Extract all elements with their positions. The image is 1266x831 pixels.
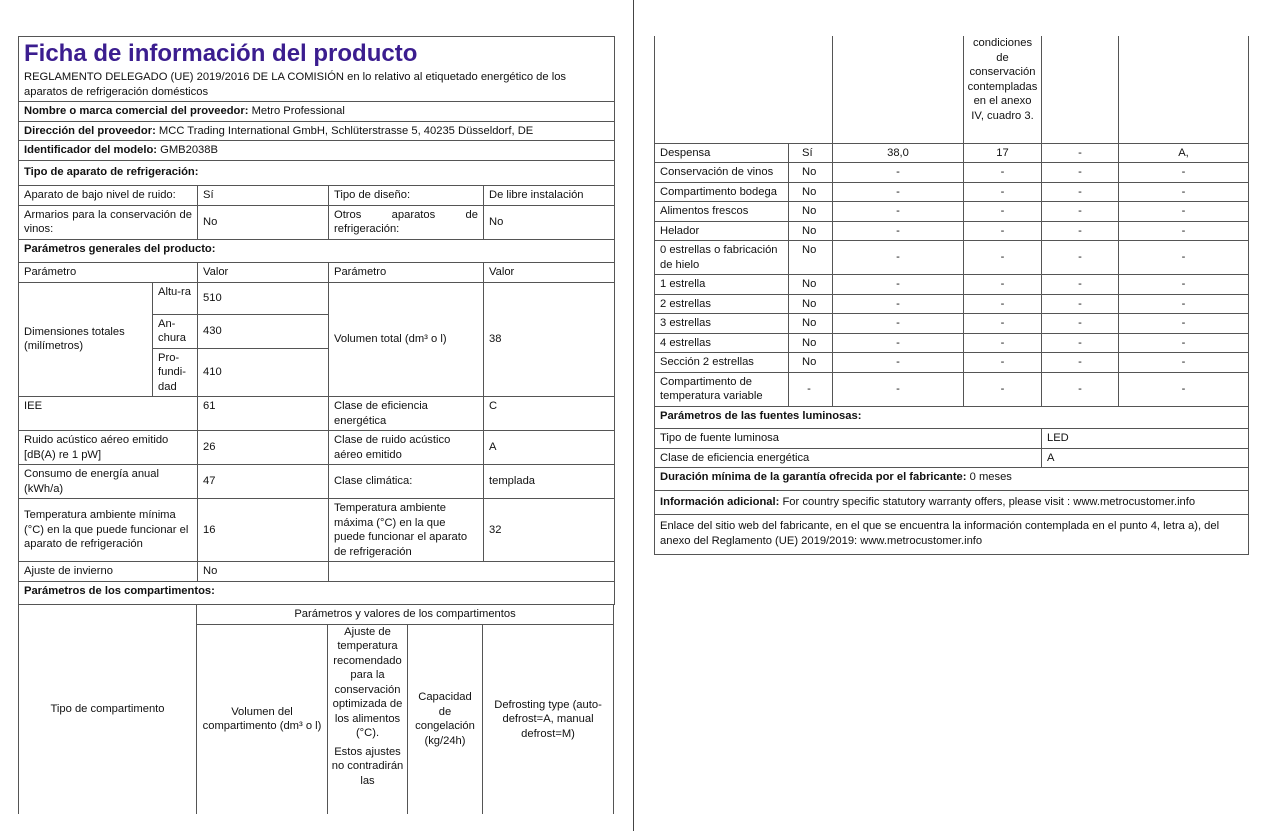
compartment-present: Sí: [789, 143, 833, 163]
compartment-defrost: -: [1119, 275, 1249, 295]
compartment-freezing: -: [1042, 202, 1119, 222]
light-class-value: A: [1042, 448, 1249, 468]
compartment-name: 3 estrellas: [655, 314, 789, 334]
other-appliance-value: No: [484, 205, 615, 239]
compartment-freezing: -: [1042, 182, 1119, 202]
volume-col-header: Volumen del compartimento (dm³ o l): [197, 624, 328, 814]
compartment-volume: -: [833, 353, 964, 373]
compartment-freezing: -: [1042, 143, 1119, 163]
height-value: 510: [198, 282, 329, 314]
continuation-empty-4: [1119, 36, 1249, 143]
compartment-present: -: [789, 372, 833, 406]
compartment-row: [655, 221, 1249, 241]
compartment-volume: -: [833, 221, 964, 241]
address-value: MCC Trading International GmbH, Schlüterstrasse 5, 40235 Düsseldorf, DE: [158, 124, 534, 137]
compartment-present: No: [789, 182, 833, 202]
compartment-present: No: [789, 221, 833, 241]
low-noise-label: Aparato de bajo nivel de ruido:: [19, 186, 198, 206]
left-page: [18, 36, 614, 814]
dimensions-label: Dimensiones totales (milímetros): [19, 282, 153, 397]
low-noise-value: Sí: [198, 186, 329, 206]
climate-label: Clase climática:: [329, 465, 484, 499]
winter-value: No: [198, 562, 329, 582]
compartment-volume: -: [833, 202, 964, 222]
winter-empty: [329, 562, 615, 582]
compartment-temperature: -: [964, 294, 1042, 314]
regulation-text: REGLAMENTO DELEGADO (UE) 2019/2016 DE LA COMISIÓN en lo relativo al etiquetado energético de los aparatos de refrigeración domésticos: [24, 71, 567, 98]
compartment-type-header: Tipo de compartimento: [19, 605, 197, 815]
compartment-present: No: [789, 241, 833, 275]
temperature-col-text-2: Estos ajustes no contradirán las: [331, 745, 404, 787]
height-label: Altu-ra: [153, 282, 198, 314]
warranty-label: Duración mínima de la garantía ofrecida por el fabricante:: [660, 471, 967, 483]
light-source-heading: Parámetros de las fuentes luminosas:: [655, 406, 1249, 429]
compartment-temperature: -: [964, 333, 1042, 353]
compartment-name: Alimentos frescos: [655, 202, 789, 222]
noise-class-label: Clase de ruido acústico aéreo emitido: [329, 431, 484, 465]
temperature-col-text-1: Ajuste de temperatura recomendado para la conservación optimizada de los alimentos (°C).: [332, 625, 403, 739]
noise-value: 26: [198, 431, 329, 465]
wine-value: No: [198, 205, 329, 239]
compartment-row: [655, 333, 1249, 353]
compartment-volume: -: [833, 294, 964, 314]
compartment-volume: -: [833, 163, 964, 183]
address-row: Dirección del proveedor: MCC Trading International GmbH, Schlüterstrasse 5, 40235 Düsseldorf, DE: [19, 121, 615, 141]
additional-info-row: [655, 490, 1249, 515]
compartment-temperature: -: [964, 372, 1042, 406]
efficiency-class-value: C: [484, 397, 615, 431]
compartment-defrost: -: [1119, 333, 1249, 353]
compartment-temperature: -: [964, 353, 1042, 373]
max-temp-label: Temperatura ambiente máxima (°C) en la que puede funcionar el aparato de refrigeración: [329, 499, 484, 562]
compartment-temperature: -: [964, 221, 1042, 241]
compartment-freezing: -: [1042, 372, 1119, 406]
volume-value: 38: [484, 282, 615, 397]
compartment-name: 4 estrellas: [655, 333, 789, 353]
warranty-row: [655, 468, 1249, 491]
model-value: GMB2038B: [160, 144, 218, 156]
compartment-freezing: -: [1042, 241, 1119, 275]
compartment-freezing: -: [1042, 163, 1119, 183]
compartment-name: Sección 2 estrellas: [655, 353, 789, 373]
temperature-col-continued: condiciones de conservación contempladas en el anexo IV, cuadro 3.: [964, 36, 1042, 143]
depth-value: 410: [198, 348, 329, 397]
compartment-temperature: -: [964, 275, 1042, 295]
iee-label: IEE: [19, 397, 198, 431]
compartment-temperature: 17: [964, 143, 1042, 163]
compartment-name: Helador: [655, 221, 789, 241]
compartment-temperature: -: [964, 163, 1042, 183]
compartment-freezing: -: [1042, 314, 1119, 334]
min-temp-value: 16: [198, 499, 329, 562]
compartment-defrost: -: [1119, 353, 1249, 373]
climate-value: templada: [484, 465, 615, 499]
info-sheet-table: [18, 36, 615, 605]
compartment-defrost: -: [1119, 372, 1249, 406]
compartment-volume: 38,0: [833, 143, 964, 163]
light-type-value: LED: [1042, 429, 1249, 449]
compartment-defrost: -: [1119, 182, 1249, 202]
compartment-present: No: [789, 294, 833, 314]
brand-row: Nombre o marca comercial del proveedor: Metro Professional: [19, 102, 615, 122]
noise-label: Ruido acústico aéreo emitido [dB(A) re 1 pW]: [19, 431, 198, 465]
continuation-empty-3: [1042, 36, 1119, 143]
max-temp-value: 32: [484, 499, 615, 562]
defrost-col-header: Defrosting type (auto-defrost=A, manual defrost=M): [483, 624, 614, 814]
col-value-header: Valor: [198, 263, 329, 283]
noise-class-value: A: [484, 431, 615, 465]
compartment-present: No: [789, 333, 833, 353]
compartment-row: [655, 294, 1249, 314]
manufacturer-link-row: [655, 515, 1249, 555]
compartments-heading: Parámetros de los compartimentos:: [19, 581, 615, 605]
continuation-empty-2: [833, 36, 964, 143]
freezing-col-header: Capacidad de congelación (kg/24h): [408, 624, 483, 814]
header-cell: [19, 37, 615, 102]
compartment-row: [655, 314, 1249, 334]
compartment-name: Compartimento de temperatura variable: [655, 372, 789, 406]
right-page: [654, 36, 1248, 555]
compartment-group-header: Parámetros y valores de los compartimentos: [197, 605, 614, 625]
brand-value: Metro Professional: [251, 105, 345, 117]
compartment-volume: -: [833, 372, 964, 406]
compartment-row: [655, 353, 1249, 373]
consumption-label: Consumo de energía anual (kWh/a): [19, 465, 198, 499]
iee-value: 61: [198, 397, 329, 431]
compartment-freezing: -: [1042, 275, 1119, 295]
compartment-present: No: [789, 314, 833, 334]
consumption-value: 47: [198, 465, 329, 499]
appliance-type-heading: Tipo de aparato de refrigeración:: [19, 160, 615, 186]
page-divider: [633, 0, 634, 831]
design-label: Tipo de diseño:: [329, 186, 484, 206]
manufacturer-link-text: Enlace del sitio web del fabricante, en el que se encuentra la información contemplada en el punto 4, letra a), del anexo del Reglamento (UE) 2019/2019:: [660, 520, 1220, 547]
compartment-volume: -: [833, 182, 964, 202]
depth-label: Pro-fundi-dad: [153, 348, 198, 397]
wine-label: Armarios para la conservación de vinos:: [19, 205, 198, 239]
model-row: Identificador del modelo: GMB2038B: [19, 141, 615, 161]
col-value-header-2: Valor: [484, 263, 615, 283]
compartment-name: 2 estrellas: [655, 294, 789, 314]
compartment-row: [655, 202, 1249, 222]
compartment-present: No: [789, 163, 833, 183]
additional-info-value: For country specific statutory warranty offers, please visit : www.metrocustomer.info: [782, 495, 1196, 508]
min-temp-label: Temperatura ambiente mínima (°C) en la que puede funcionar el aparato de refrigeración: [19, 499, 198, 562]
continuation-empty-1: [655, 36, 833, 143]
compartment-present: No: [789, 353, 833, 373]
compartment-row: [655, 275, 1249, 295]
compartment-row: [655, 182, 1249, 202]
volume-label: Volumen total (dm³ o l): [329, 282, 484, 397]
compartment-temperature: -: [964, 314, 1042, 334]
compartments-table: [654, 36, 1249, 555]
temperature-col-header: [328, 624, 408, 814]
compartment-volume: -: [833, 241, 964, 275]
general-params-heading: Parámetros generales del producto:: [19, 239, 615, 263]
width-label: An-chura: [153, 314, 198, 348]
compartment-freezing: -: [1042, 353, 1119, 373]
compartment-temperature: -: [964, 241, 1042, 275]
compartment-row: [655, 143, 1249, 163]
compartment-defrost: -: [1119, 314, 1249, 334]
compartment-volume: -: [833, 333, 964, 353]
compartment-present: No: [789, 202, 833, 222]
page-title: Ficha de información del producto: [24, 40, 418, 67]
compartment-temperature: -: [964, 202, 1042, 222]
compartment-defrost: -: [1119, 294, 1249, 314]
light-type-label: Tipo de fuente luminosa: [655, 429, 1042, 449]
compartments-header-table: [18, 604, 614, 814]
compartment-name: 0 estrellas o fabricación de hielo: [655, 241, 789, 275]
compartment-freezing: -: [1042, 333, 1119, 353]
compartment-defrost: -: [1119, 241, 1249, 275]
additional-info-label: Información adicional:: [660, 495, 780, 508]
compartment-temperature: -: [964, 182, 1042, 202]
compartment-defrost: A,: [1119, 143, 1249, 163]
other-appliance-label: Otros aparatos de refrigeración:: [329, 205, 484, 239]
col-param-header-2: Parámetro: [329, 263, 484, 283]
compartment-volume: -: [833, 275, 964, 295]
compartment-defrost: -: [1119, 163, 1249, 183]
light-class-label: Clase de eficiencia energética: [655, 448, 1042, 468]
compartment-name: 1 estrella: [655, 275, 789, 295]
efficiency-class-label: Clase de eficiencia energética: [329, 397, 484, 431]
compartment-name: Despensa: [655, 143, 789, 163]
compartment-name: Conservación de vinos: [655, 163, 789, 183]
winter-label: Ajuste de invierno: [19, 562, 198, 582]
compartment-name: Compartimento bodega: [655, 182, 789, 202]
col-param-header: Parámetro: [19, 263, 198, 283]
compartment-defrost: -: [1119, 221, 1249, 241]
compartment-row: [655, 372, 1249, 406]
compartment-present: No: [789, 275, 833, 295]
compartment-defrost: -: [1119, 202, 1249, 222]
compartment-freezing: -: [1042, 294, 1119, 314]
compartment-freezing: -: [1042, 221, 1119, 241]
compartment-row: [655, 163, 1249, 183]
manufacturer-link-value: www.metrocustomer.info: [860, 534, 983, 547]
design-value: De libre instalación: [484, 186, 615, 206]
width-value: 430: [198, 314, 329, 348]
compartment-volume: -: [833, 314, 964, 334]
compartment-row: [655, 241, 1249, 275]
warranty-value: 0 meses: [969, 471, 1012, 483]
